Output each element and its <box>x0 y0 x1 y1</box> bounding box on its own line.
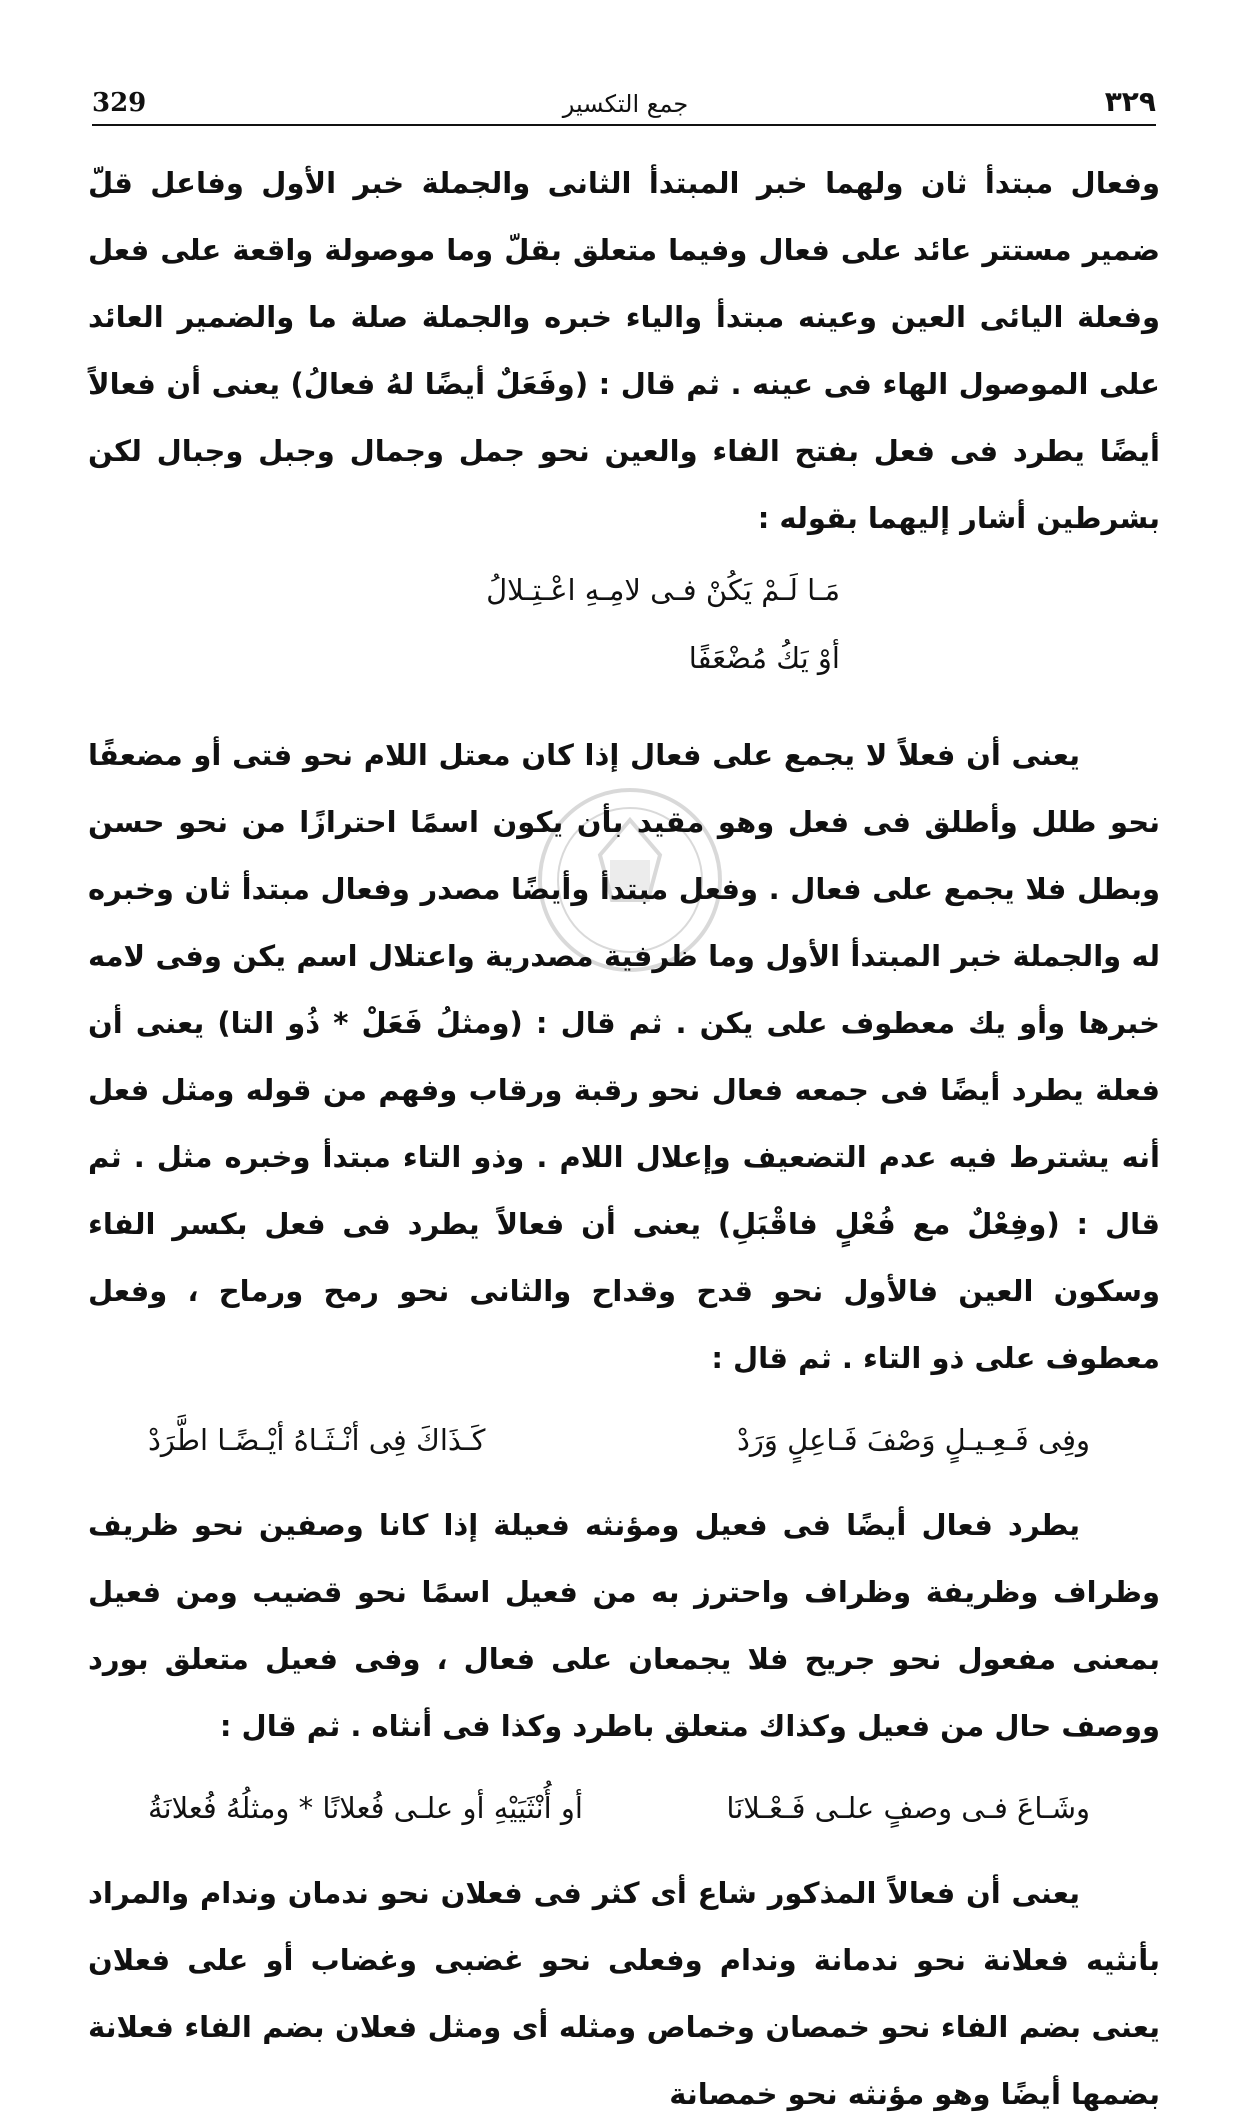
page-header <box>92 70 1156 126</box>
verse-2 <box>88 1410 1160 1470</box>
verse-1-line-1: مَـا لَـمْ يَكُنْ فـى لامِـهِ اعْـتِـلالُ <box>486 573 840 607</box>
running-title: جمع التكسير <box>562 90 689 118</box>
verse-2-first-hemistich: وفِى فَـعِـيـلٍ وَصْفَ فَـاعِلٍ وَرَدْ <box>737 1423 1090 1457</box>
page-number-arabic: ٣٢٩ <box>1104 85 1156 118</box>
verse-1-line-2: أوْ يَكُ مُضْعَفًا <box>688 641 840 675</box>
verse-3-second-hemistich: أو أُنْثَيَيْهِ أو علـى فُعلانًا * ومثلُهُ فُعلانَةُ <box>148 1791 583 1825</box>
page-number-latin: 329 <box>92 88 147 118</box>
verse-2-second-hemistich: كَـذَاكَ فِى أنْـثَـاهُ أيْـضًـا اطَّرَدْ <box>148 1423 486 1457</box>
page-body <box>88 150 1160 2111</box>
verse-3 <box>88 1778 1160 1838</box>
paragraph-1: وفعال مبتدأ ثان ولهما خبر المبتدأ الثانى والجملة خبر الأول وفاعل قلّ ضمير مستتر عائد على فعال وفيما متعلق بقلّ وما موصولة واقعة على فعل وفعلة اليائى العين وعينه مبتدأ والياء خبره والجملة صلة ما والضمير العائد على الموصول الهاء فى عينه . ثم قال : (وفَعَلٌ أيضًا لهُ فعالُ) يعنى أن فعالاً أيضًا يطرد فى فعل بفتح الفاء والعين نحو جمل وجمال وجبل وجبال لكن بشرطين أشار إليهما بقوله : <box>88 166 1160 535</box>
paragraph-2: يعنى أن فعلاً لا يجمع على فعال إذا كان معتل اللام نحو فتى أو مضعفًا نحو طلل وأطلق فى فعل وهو مقيد بأن يكون اسمًا احترازًا من نحو حسن وبطل فلا يجمع على فعال . وفعل مبتدأ وأيضًا مصدر وفعال مبتدأ ثان وخبره له والجملة خبر المبتدأ الأول وما ظرفية مصدرية واعتلال اسم يكن وفى لامه خبرها وأو يك معطوف على يكن . ثم قال : (ومثلُ فَعَلْ * ذُو التا) يعنى أن فعلة يطرد أيضًا فى جمعه فعال نحو رقبة ورقاب وفهم من قوله ومثل فعل أنه يشترط فيه عدم التضعيف وإعلال اللام . وذو التاء مبتدأ وخبره مثل . ثم قال : (وفِعْلٌ مع فُعْلٍ فاقْبَلِ) يعنى أن فعالاً يطرد فى فعل بكسر الفاء وسكون العين فالأول نحو قدح وقداح والثانى نحو رمح ورماح ، وفعل معطوف على ذو التاء . ثم قال : <box>88 738 1160 1375</box>
verse-3-first-hemistich: وشَـاعَ فـى وصفٍ علـى فَـعْـلانَا <box>726 1791 1090 1825</box>
paragraph-4: يعنى أن فعالاً المذكور شاع أى كثر فى فعلان نحو ندمان وندام والمراد بأنثيه فعلانة نحو ندمانة وندام وفعلى نحو غضبى وغضاب أو على فعلان يعنى بضم الفاء نحو خمصان وخماص ومثله أى ومثل فعلان بضم الفاء فعلانة بضمها أيضًا وهو مؤنثه نحو خمصانة <box>88 1876 1160 2111</box>
paragraph-3: يطرد فعال أيضًا فى فعيل ومؤنثه فعيلة إذا كانا وصفين نحو ظريف وظراف وظريفة وظراف واحترز به من فعيل اسمًا نحو قضيب ومن فعيل بمعنى مفعول نحو جريح فلا يجمعان على فعال ، وفى فعيل متعلق بورد ووصف حال من فعيل وكذاك متعلق باطرد وكذا فى أنثاه . ثم قال : <box>88 1508 1160 1743</box>
